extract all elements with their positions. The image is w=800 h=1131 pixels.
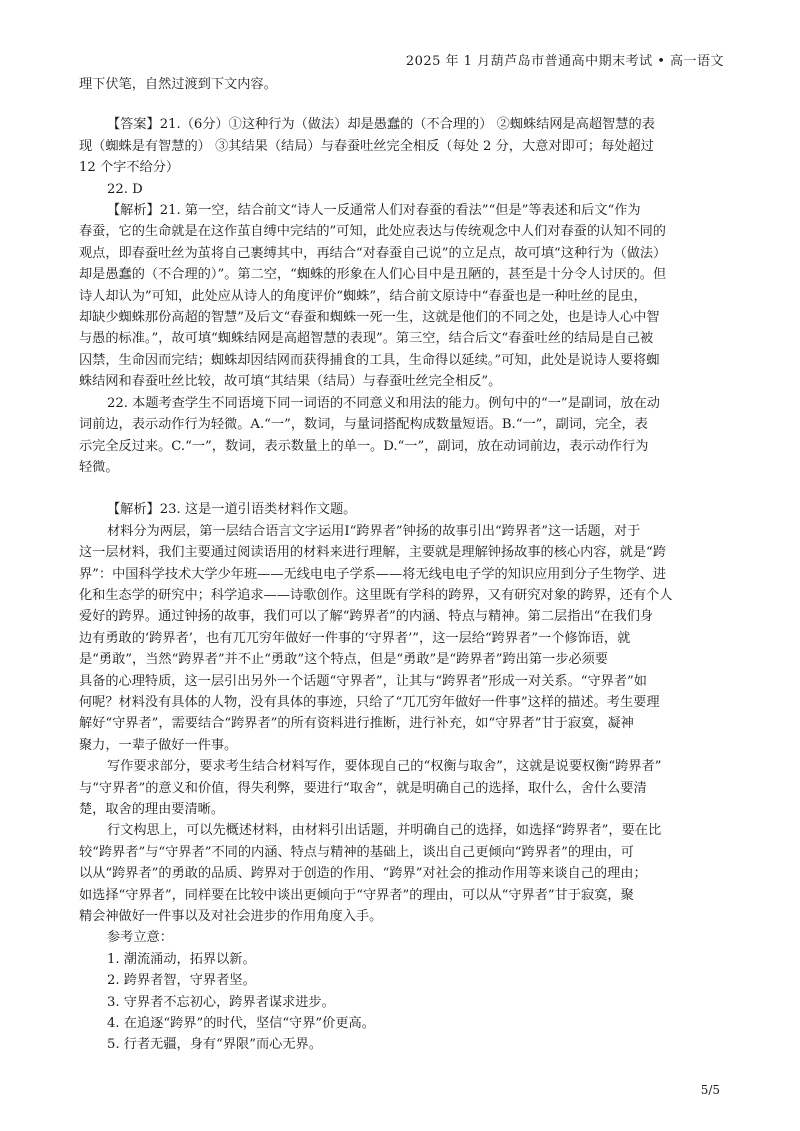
text-line: 界”：中国科学技术大学少年班——无线电电子学系——将无线电电子学的知识应用到分子生物学、进 — [79, 566, 666, 582]
analysis-22-section — [79, 393, 723, 479]
text-line: 边有勇敢的‘跨界者’，也有兀兀穷年做好一件事的‘守界者’”，这一层给“跨界者”一个修饰语，就 — [79, 630, 631, 646]
text-line: 楚，取舍的理由要清晰。 — [79, 802, 225, 817]
text-line: 以从“跨界者”的勇敢的品质、跨界对于创造的作用、“跨界”对社会的推动作用等来谈自己的理由； — [79, 866, 647, 882]
text-line: 【解析】21. 第一空，结合前文“诗人一反通常人们对春蚕的看法”“但是”等表述和后文“作为 — [107, 203, 641, 219]
analysis-23-section — [79, 499, 723, 1056]
text-line: 22. D — [107, 181, 143, 197]
text-line: 春蚕，它的生命就是在这作茧自缚中完结的”可知，此处应表达与传统观念中人们对春蚕的认知不同的 — [79, 224, 666, 240]
text-line: 材料分为两层，第一层结合语言文字运用Ⅰ“跨界者”钟扬的故事引出“跨界者”这一话题，对于 — [107, 523, 641, 539]
reference-item: 2. 跨界者智，守界者坚。 — [107, 973, 256, 989]
text-line: 精会神做好一件事以及对社会进步的作用角度入手。 — [79, 909, 383, 925]
text-line: 示完全反过来。C.“一”，数词，表示数量上的单一。D.“一”，副词，放在动词前边，表示动作行为 — [79, 438, 649, 454]
page-header: 2025 年 1 月葫芦岛市普通高中期末考试 • 高一语文 — [405, 54, 724, 69]
reference-item: 4. 在追逐“跨界”的时代，坚信“守界”价更高。 — [107, 1016, 375, 1032]
text-line: 观点，即春蚕吐丝为茧将自己裹缚其中，再结合“对春蚕自己说”的立足点，故可填“这种行为（做法） — [79, 245, 667, 261]
reference-item: 3. 守界者不忘初心，跨界者谋求进步。 — [107, 994, 335, 1010]
document-body — [79, 74, 723, 1056]
text-line: 22. 本题考查学生不同语境下同一词语的不同意义和用法的能力。例句中的“一”是副词，放在动 — [107, 395, 660, 411]
text-line: 化和生态学的研究中；科学追求——诗歌创作。这里既有学科的跨界，又有研究对象的跨界，还有个人 — [79, 587, 673, 603]
text-line: 诗人却认为”可知，此处应从诗人的角度评价“蜘蛛”，结合前文原诗中“春蚕也是一种吐丝的昆虫， — [79, 288, 647, 304]
page-number: 5/5 — [700, 1083, 720, 1097]
text-line: 是“勇敢”，当然“跨界者”并不止“勇敢”这个特点，但是“勇敢”是“跨界者”跨出第一步必须要 — [79, 652, 608, 668]
text-line: 爱好的跨界。通过钟扬的故事，我们可以了解“跨界者”的内涵、特点与精神。第二层指出“在我们身 — [79, 609, 654, 625]
reference-item: 1. 潮流涌动，拓界以新。 — [107, 951, 256, 967]
text-line: 囚禁，生命因而完结；蜘蛛却因结网而获得捕食的工具，生命得以延续。”可知，此处是说诗人要将蜘 — [79, 352, 660, 368]
reference-heading: 参考立意： — [107, 930, 173, 946]
text-line: 【解析】23. 这是一道引语类材料作文题。 — [107, 502, 357, 518]
text-line: 这一层材料，我们主要通过阅读语用的材料来进行理解，主要就是理解钟扬故事的核心内容，就是“跨 — [79, 545, 666, 561]
text-line: 词前边，表示动作行为轻微。A.“一”，数词，与量词搭配构成数量短语。B.“一”，副词，完全，表 — [79, 417, 648, 433]
text-line: 却缺少蜘蛛那份高超的智慧”及后文“春蚕和蜘蛛一死一生，这就是他们的不同之处，也是诗人心中智 — [79, 310, 660, 326]
text-line: 写作要求部分，要求考生结合材料写作，要体现自己的“权衡与取舍”，这就是说要权衡“跨界者” — [107, 759, 662, 775]
text-line: 解好“守界者”，需要结合“跨界者”的所有资料进行推断，进行补充，如“守界者”甘于寂寞，凝神 — [79, 716, 634, 732]
answer-section — [79, 114, 723, 200]
text-line: 较“跨界者”与“守界者”不同的内涵、特点与精神的基础上，谈出自己更倾向“跨界者”的理由，可 — [79, 844, 634, 860]
text-line: 与“守界者”的意义和价值，得失利弊，要进行“取舍”，就是明确自己的选择，取什么，舍什么要清 — [79, 780, 647, 796]
text-line: 何呢？材料没有具体的人物，没有具体的事迹，只给了“兀兀穷年做好一件事”这样的描述。考生要理 — [79, 694, 660, 710]
text-line: 聚力，一辈子做好一件事。 — [79, 737, 238, 753]
text-line: 如选择“守界者”，同样要在比较中谈出更倾向于“守界者”的理由，可以从“守界者”甘于寂寞，聚 — [79, 887, 634, 903]
text-line: 具备的心理特质，这一层引出另外一个话题“守界者”，让其与“跨界者”形成一对关系。“守界者”如 — [79, 673, 647, 689]
text-line: 轻微。 — [79, 459, 119, 475]
text-line: 12 个字不给分） — [79, 160, 180, 176]
text-line: 现（蜘蛛是有智慧的） ③其结果（结局）与春蚕吐丝完全相反（每处 2 分，大意对即可；每处超过 — [79, 138, 654, 154]
reference-item: 5. 行者无疆，身有“界限”而心无界。 — [107, 1037, 322, 1053]
text-line: 与愚的标准。”，故可填“蜘蛛结网是高超智慧的表现”。第三空，结合后文“春蚕吐丝的结局是自己被 — [79, 331, 654, 347]
analysis-21-section — [79, 200, 723, 393]
text-line: 却是愚蠢的（不合理的）”。第二空，“蜘蛛的形象在人们心目中是丑陋的，甚至是十分令人讨厌的。但 — [79, 267, 667, 283]
text-line: 【答案】21.（6分）①这种行为（做法）却是愚蠢的（不合理的） ②蜘蛛结网是高超智慧的表 — [107, 117, 655, 133]
text-line: 蛛结网和春蚕吐丝比较，故可填“其结果（结局）与春蚕吐丝完全相反”。 — [79, 374, 502, 390]
text-line: 理下伏笔，自然过渡到下文内容。 — [79, 77, 277, 92]
text-line: 行文构思上，可以先概述材料，由材料引出话题，并明确自己的选择，如选择“跨界者”，要在比 — [107, 823, 662, 839]
